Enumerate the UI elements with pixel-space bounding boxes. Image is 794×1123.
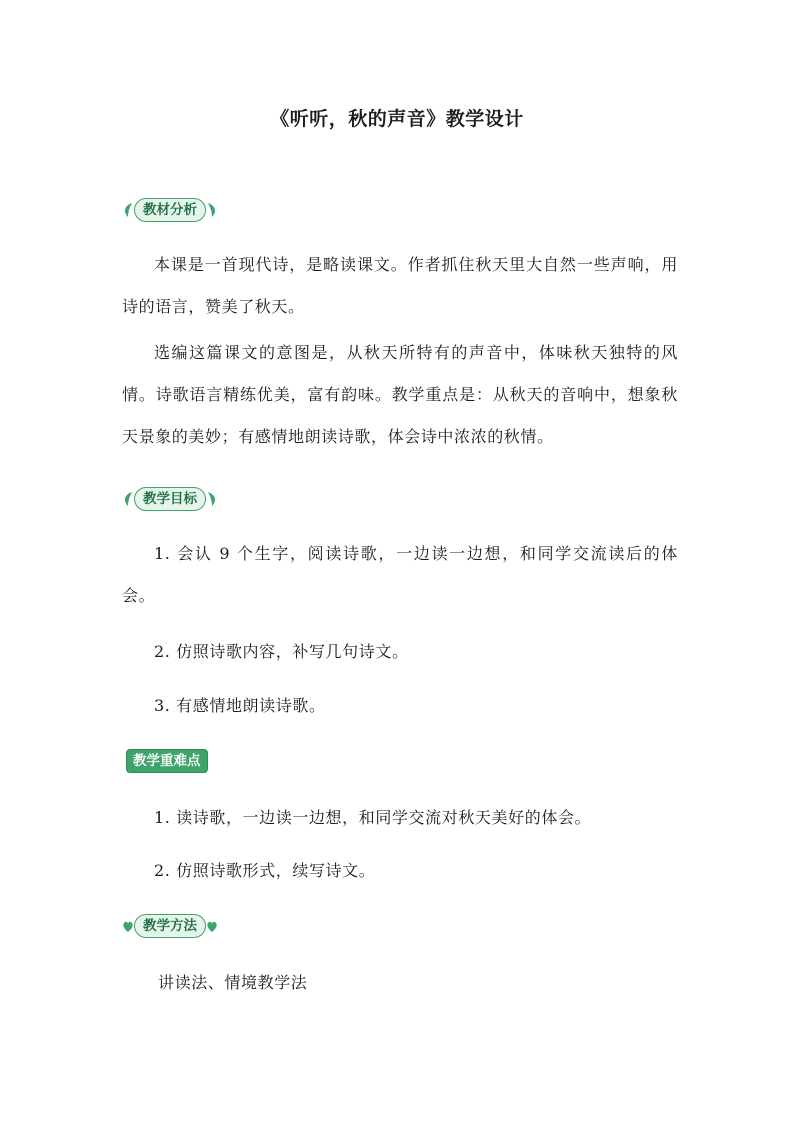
section-heading-goals	[122, 486, 218, 512]
key-point-item: 2. 仿照诗歌形式，续写诗文。	[154, 861, 376, 880]
key-point-item: 1. 读诗歌，一边读一边想，和同学交流对秋天美好的体会。	[154, 808, 592, 827]
leaf-left-icon	[122, 202, 134, 218]
analysis-paragraph: 选编这篇课文的意图是，从秋天所特有的声音中，体味秋天独特的风情。诗歌语言精练优美，富有韵味。教学重点是：从秋天的音响中，想象秋天景象的美妙；有感情地朗读诗歌，体会诗中浓浓的秋情。	[122, 343, 678, 446]
leaf-left-icon	[122, 491, 134, 507]
document-title: 《听听，秋的声音》教学设计	[270, 108, 524, 130]
leaf-right-icon	[206, 491, 218, 507]
heart-leaf-right-icon	[206, 918, 218, 934]
methods-text: 讲读法、情境教学法	[158, 973, 308, 992]
section-heading-methods	[122, 913, 218, 939]
section-heading-label: 教学目标	[134, 487, 206, 511]
goal-item: 3. 有感情地朗读诗歌。	[154, 696, 326, 715]
section-heading-label: 教材分析	[134, 198, 206, 222]
section-heading-analysis	[122, 197, 218, 223]
heart-leaf-left-icon	[122, 918, 134, 934]
section-heading-key-points	[126, 748, 208, 774]
analysis-paragraph: 本课是一首现代诗，是略读课文。作者抓住秋天里大自然一些声响，用诗的语言，赞美了秋天。	[122, 255, 678, 316]
section-heading-label: 教学方法	[134, 914, 206, 938]
leaf-right-icon	[206, 202, 218, 218]
goal-item: 2. 仿照诗歌内容，补写几句诗文。	[154, 642, 409, 661]
section-heading-label: 教学重难点	[126, 749, 208, 773]
goal-item: 1. 会认 9 个生字，阅读诗歌，一边读一边想，和同学交流读后的体会。	[122, 544, 678, 605]
